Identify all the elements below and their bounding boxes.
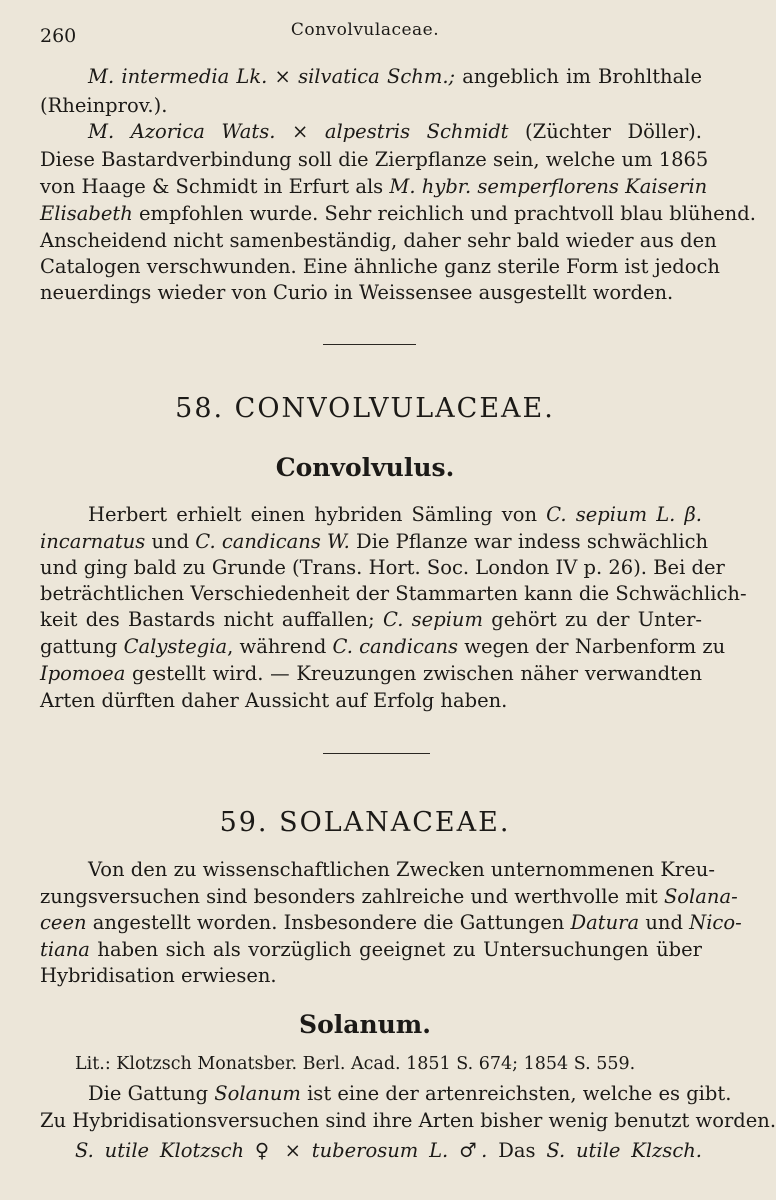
text-line [40,632,726,661]
text-span: angeblich im Brohlthale [455,65,702,88]
species-name: M. hybr. semperflorens Kaiserin [389,175,708,198]
text-span: haben sich als vorzüglich geeignet zu Untersuchungen über [89,938,702,961]
text-line [40,553,725,582]
section-heading: 58. CONVOLVULACEAE. [175,393,555,424]
text-line [40,908,742,937]
species-name: M. Azorica Wats. × alpestris Schmidt [88,120,509,143]
literature-reference: Lit.: Klotzsch Monatsber. Berl. Acad. 1851 S. 674; 1854 S. 559. [75,1054,636,1074]
species-name: incarnatus [40,530,146,553]
species-name: C. sepium L. β. [546,503,702,526]
text-line [88,1079,732,1108]
species-name: tiana [40,938,90,961]
text-span: ist eine der artenreichsten, welche es gibt. [300,1082,732,1105]
text-line [40,882,738,911]
text-span: Arten dürften daher Aussicht auf Erfolg haben. [40,689,508,712]
text-span: und [145,530,196,553]
species-name: Solana- [663,885,738,908]
text-line [40,659,702,688]
text-span: (Rheinprov.). [40,94,168,117]
text-span: Von den zu wissenschaftlichen Zwecken unternommenen Kreu- [88,858,715,881]
text-line [40,172,708,201]
text-span: und [639,911,690,934]
text-line [40,199,756,228]
text-line [40,527,709,556]
text-line [88,62,702,91]
text-span: , während [227,635,333,658]
page-number: 260 [40,25,77,47]
text-span: gehört zu der Unter- [482,608,702,631]
text-line [40,226,717,255]
text-span: Die Pflanze war indess schwächlich [349,530,709,553]
species-name: S. utile Klotzsch ♀ × tuberosum L. ♂. [75,1139,488,1162]
text-span: Herbert erhielt einen hybriden Sämling von [88,503,547,526]
text-span: neuerdings wieder von Curio in Weissensee ausgestellt worden. [40,281,674,304]
text-span: zungsversuchen sind besonders zahlreiche und werthvolle mit [40,885,664,908]
species-name: C. sepium [382,608,483,631]
text-span: Zu Hybridisationsversuchen sind ihre Arten bisher wenig benutzt worden. [40,1109,776,1132]
text-span: Die Gattung [88,1082,215,1105]
text-line [40,278,702,307]
genus-heading: Convolvulus. [275,453,455,482]
species-name: Solanum [214,1082,301,1105]
text-line [40,935,702,964]
text-span: von Haage & Schmidt in Erfurt als [40,175,390,198]
species-name: Nico- [689,911,742,934]
text-line [40,252,720,281]
text-line [40,91,702,120]
species-name: Ipomoea [40,662,126,685]
text-span: angestellt worden. Insbesondere die Gattungen [86,911,571,934]
species-name: ceen [40,911,87,934]
text-span: Catalogen verschwunden. Eine ähnliche ganz sterile Form ist jedoch [40,255,720,278]
text-span: Anscheidend nicht samenbeständig, daher sehr bald wieder aus den [40,229,717,252]
text-line [88,855,715,884]
text-span: wegen der Narbenform zu [458,635,726,658]
text-span: Diese Bastardverbindung soll die Zierpflanze sein, welche um 1865 [40,148,709,171]
species-name: Calystegia [123,635,228,658]
text-span: keit des Bastards nicht auffallen; [40,608,383,631]
text-span: (Züchter Döller). [508,120,702,143]
species-name: Elisabeth [40,202,133,225]
species-name: C. candicans W. [195,530,350,553]
text-line [75,1136,702,1165]
species-name: C. candicans [332,635,459,658]
text-span: gestellt wird. — Kreuzungen zwischen näher verwandten [125,662,702,685]
text-span: gattung [40,635,124,658]
section-divider [323,344,416,345]
text-span: Das [487,1139,547,1162]
section-heading: 59. SOLANACEAE. [219,807,511,838]
text-line [88,117,702,146]
text-line [40,579,747,608]
running-title: Convolvulaceae. [290,20,440,40]
species-name: M. intermedia Lk. × silvatica Schm.; [88,65,456,88]
genus-heading: Solanum. [299,1010,431,1039]
text-span: empfohlen wurde. Sehr reichlich und prachtvoll blau blühend. [132,202,756,225]
text-line [40,686,702,715]
section-divider [323,753,430,754]
text-span: und ging bald zu Grunde (Trans. Hort. Soc. London IV p. 26). Bei der [40,556,725,579]
text-span: Hybridisation erwiesen. [40,964,277,987]
text-line [40,1106,776,1135]
species-name: S. utile Klzsch. [546,1139,702,1162]
text-line [40,605,702,634]
text-line [40,145,709,174]
text-line [88,500,702,529]
text-span: beträchtlichen Verschiedenheit der Stammarten kann die Schwächlich- [40,582,747,605]
text-line [40,961,702,990]
species-name: Datura [570,911,640,934]
